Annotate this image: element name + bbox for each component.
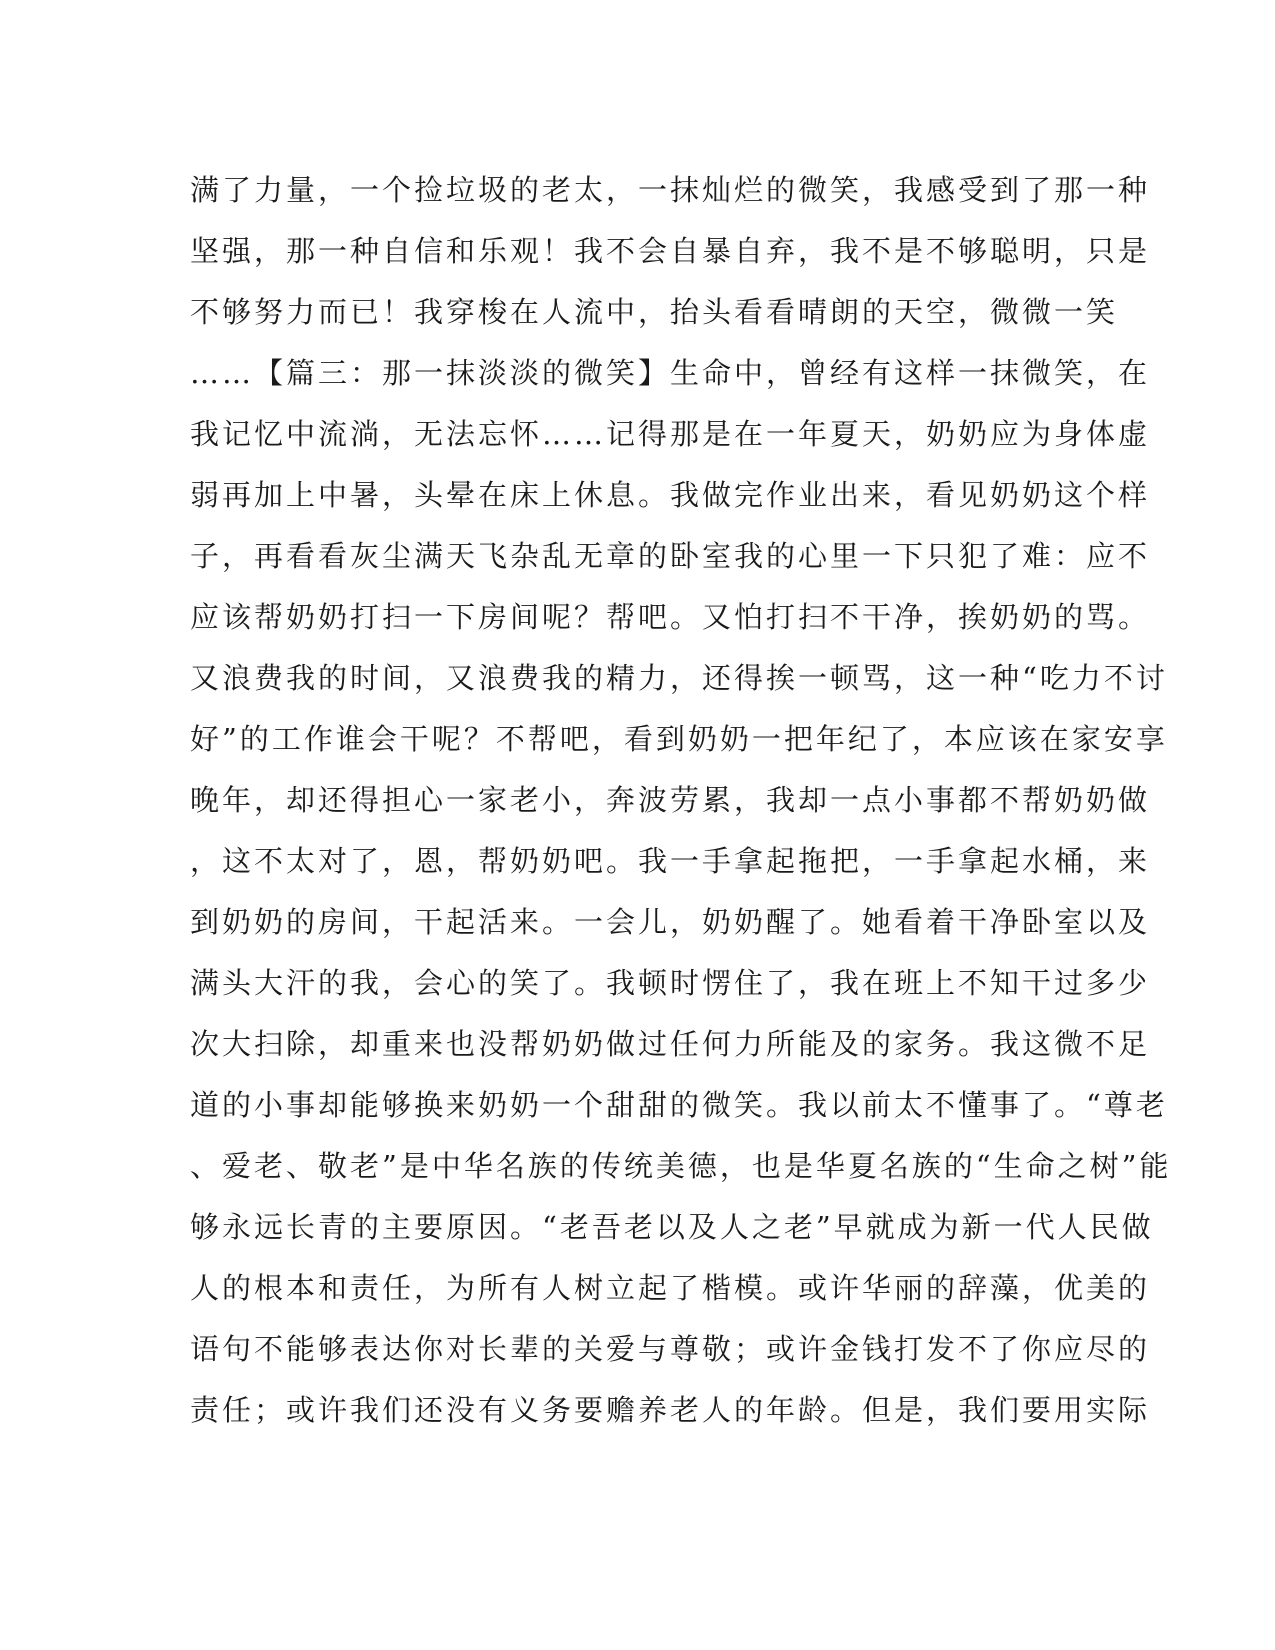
text-line: 够永远长青的主要原因。“老吾老以及人之老”早就成为新一代人民做 [190, 1210, 1154, 1244]
text-line: 又浪费我的时间，又浪费我的精力，还得挨一顿骂，这一种“吃力不讨 [190, 661, 1168, 695]
text-line: 次大扫除，却重来也没帮奶奶做过任何力所能及的家务。我这微不足 [190, 1027, 1151, 1061]
text-line: ……【篇三：那一抹淡淡的微笑】生命中，曾经有这样一抹微笑，在 [190, 356, 1151, 390]
text-line: 满了力量，一个捡垃圾的老太，一抹灿烂的微笑，我感受到了那一种 [190, 173, 1151, 207]
text-line: ，这不太对了，恩，帮奶奶吧。我一手拿起拖把，一手拿起水桶，来 [190, 844, 1151, 878]
text-line: 我记忆中流淌，无法忘怀……记得那是在一年夏天，奶奶应为身体虚 [190, 417, 1151, 451]
text-line: 子，再看看灰尘满天飞杂乱无章的卧室我的心里一下只犯了难：应不 [190, 539, 1151, 573]
body-text [190, 160, 1172, 1441]
text-line: 、爱老、敬老”是中华名族的传统美德，也是华夏名族的“生命之树”能 [190, 1149, 1172, 1183]
text-line: 人的根本和责任，为所有人树立起了楷模。或许华丽的辞藻，优美的 [190, 1271, 1151, 1305]
text-line: 应该帮奶奶打扫一下房间呢？帮吧。又怕打扫不干净，挨奶奶的骂。 [190, 600, 1151, 634]
text-line: 不够努力而已！我穿梭在人流中，抬头看看晴朗的天空，微微一笑 [190, 295, 1119, 329]
text-line: 晚年，却还得担心一家老小，奔波劳累，我却一点小事都不帮奶奶做 [190, 783, 1151, 817]
text-line: 语句不能够表达你对长辈的关爱与尊敬；或许金钱打发不了你应尽的 [190, 1332, 1151, 1366]
text-line: 好”的工作谁会干呢？不帮吧，看到奶奶一把年纪了，本应该在家安享 [190, 722, 1168, 756]
text-line: 满头大汗的我，会心的笑了。我顿时愣住了，我在班上不知干过多少 [190, 966, 1151, 1000]
text-line: 责任；或许我们还没有义务要赡养老人的年龄。但是，我们要用实际 [190, 1393, 1151, 1427]
text-line: 坚强，那一种自信和乐观！我不会自暴自弃，我不是不够聪明，只是 [190, 234, 1151, 268]
text-line: 道的小事却能够换来奶奶一个甜甜的微笑。我以前太不懂事了。“尊老 [190, 1088, 1168, 1122]
text-line: 到奶奶的房间，干起活来。一会儿，奶奶醒了。她看着干净卧室以及 [190, 905, 1151, 939]
text-line: 弱再加上中暑，头晕在床上休息。我做完作业出来，看见奶奶这个样 [190, 478, 1151, 512]
